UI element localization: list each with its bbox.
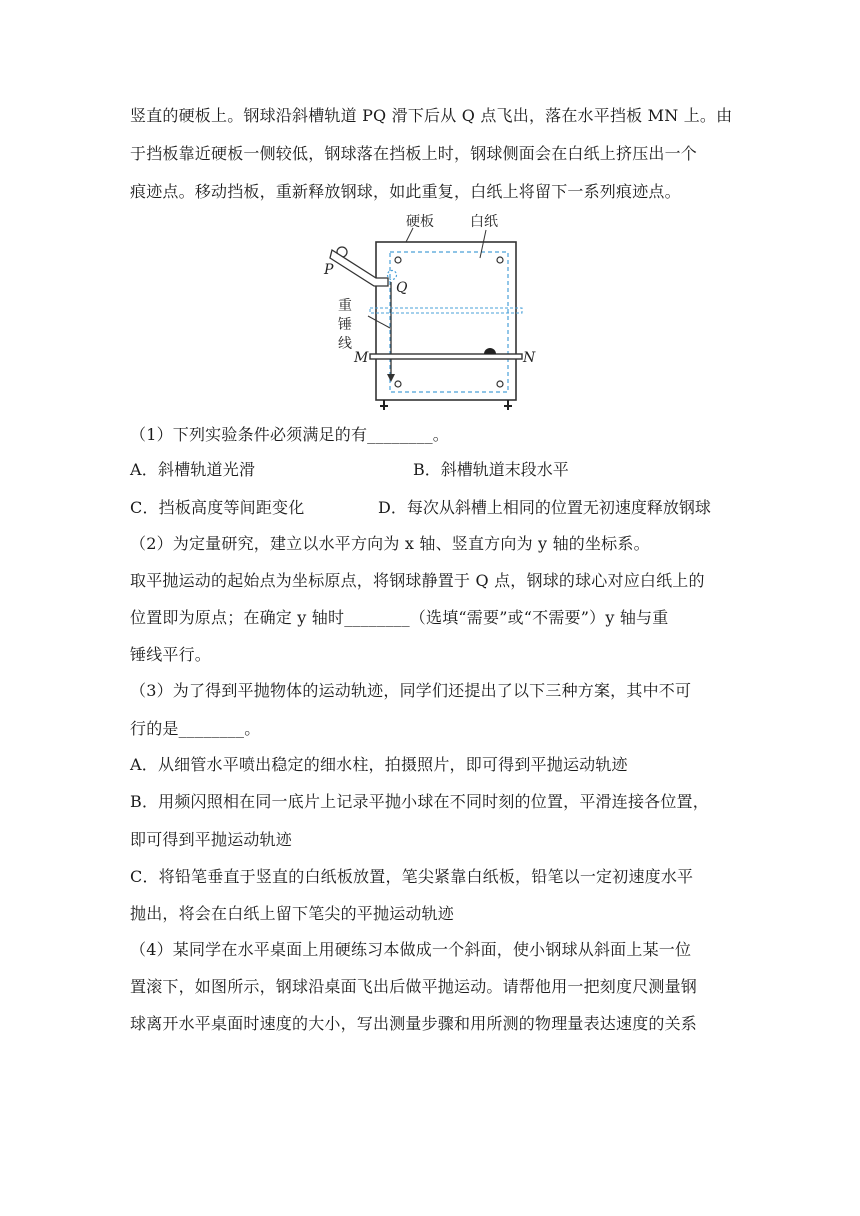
intro-line-1: 竖直的硬板上。钢球沿斜槽轨道 PQ 滑下后从 Q 点飞出，落在水平挡板 MN 上。由 bbox=[130, 106, 733, 125]
q4-line-3: 球离开水平桌面时速度的大小，写出测量步骤和用所测的物理量表达速度的关系 bbox=[130, 1014, 698, 1033]
label-plumb-3: 线 bbox=[338, 336, 352, 352]
plumb-bob-icon bbox=[387, 374, 395, 382]
q1-option-b: B．斜槽轨道末段水平 bbox=[413, 460, 569, 479]
steel-ball-icon bbox=[484, 348, 496, 354]
pin-icon bbox=[395, 381, 401, 387]
q1-stem: （1）下列实验条件必须满足的有________。 bbox=[130, 425, 449, 444]
baffle-MN bbox=[370, 354, 522, 359]
foot-icon bbox=[380, 400, 388, 410]
baffle-previous bbox=[370, 308, 522, 313]
q2-line-2: 取平抛运动的起始点为坐标原点，将钢球静置于 Q 点，钢球的球心对应白纸上的 bbox=[130, 571, 705, 590]
q1-option-a: A．斜槽轨道光滑 bbox=[130, 460, 256, 479]
label-N: N bbox=[523, 350, 536, 366]
q3-stem-1: （3）为了得到平抛物体的运动轨迹，同学们还提出了以下三种方案，其中不可 bbox=[130, 681, 692, 700]
label-M: M bbox=[354, 350, 369, 366]
hard-board bbox=[376, 242, 516, 400]
q3-option-c-1: C．将铅笔垂直于竖直的白纸板放置，笔尖紧靠白纸板，铅笔以一定初速度水平 bbox=[130, 867, 694, 886]
q3-option-b-2: 即可得到平抛运动轨迹 bbox=[130, 830, 293, 849]
label-P: P bbox=[324, 262, 334, 278]
label-paper: 白纸 bbox=[470, 214, 498, 230]
pin-icon bbox=[497, 257, 503, 263]
apparatus-diagram bbox=[318, 208, 543, 413]
q2-line-4: 锤线平行。 bbox=[130, 645, 212, 664]
q1-option-c: C．挡板高度等间距变化 bbox=[130, 498, 305, 517]
pin-icon bbox=[395, 257, 401, 263]
label-board: 硬板 bbox=[406, 214, 434, 230]
q4-line-1: （4）某同学在水平桌面上用硬练习本做成一个斜面，使小钢球从斜面上某一位 bbox=[130, 940, 692, 959]
q1-option-d: D．每次从斜槽上相同的位置无初速度释放钢球 bbox=[378, 498, 711, 517]
q4-line-2: 置滚下，如图所示，钢球沿桌面飞出后做平抛运动。请帮他用一把刻度尺测量钢 bbox=[130, 977, 698, 996]
q3-option-a: A．从细管水平喷出稳定的细水柱，拍摄照片，即可得到平抛运动轨迹 bbox=[130, 755, 628, 774]
q3-option-b-1: B．用频闪照相在同一底片上记录平抛小球在不同时刻的位置，平滑连接各位置， bbox=[130, 792, 709, 811]
q3-option-c-2: 抛出，将会在白纸上留下笔尖的平抛运动轨迹 bbox=[130, 904, 455, 923]
q2-stem: （2）为定量研究，建立以水平方向为 x 轴、竖直方向为 y 轴的坐标系。 bbox=[130, 534, 650, 553]
foot-icon bbox=[504, 400, 512, 410]
q3-stem-2: 行的是________。 bbox=[130, 719, 261, 738]
intro-line-2: 于挡板靠近硬板一侧较低，钢球落在挡板上时，钢球侧面会在白纸上挤压出一个 bbox=[130, 144, 698, 163]
apparatus-figure bbox=[318, 208, 543, 413]
incline-track bbox=[330, 250, 388, 286]
pin-icon bbox=[497, 381, 503, 387]
label-plumb-2: 锤 bbox=[338, 317, 352, 333]
label-Q: Q bbox=[396, 280, 408, 296]
white-paper bbox=[390, 252, 508, 392]
intro-line-3: 痕迹点。移动挡板，重新释放钢球，如此重复，白纸上将留下一系列痕迹点。 bbox=[130, 182, 681, 201]
label-plumb-1: 重 bbox=[338, 298, 352, 314]
ball-Q-icon bbox=[388, 271, 397, 280]
q2-line-3: 位置即为原点；在确定 y 轴时________（选填“需要”或“不需要”）y 轴与重 bbox=[130, 608, 669, 627]
